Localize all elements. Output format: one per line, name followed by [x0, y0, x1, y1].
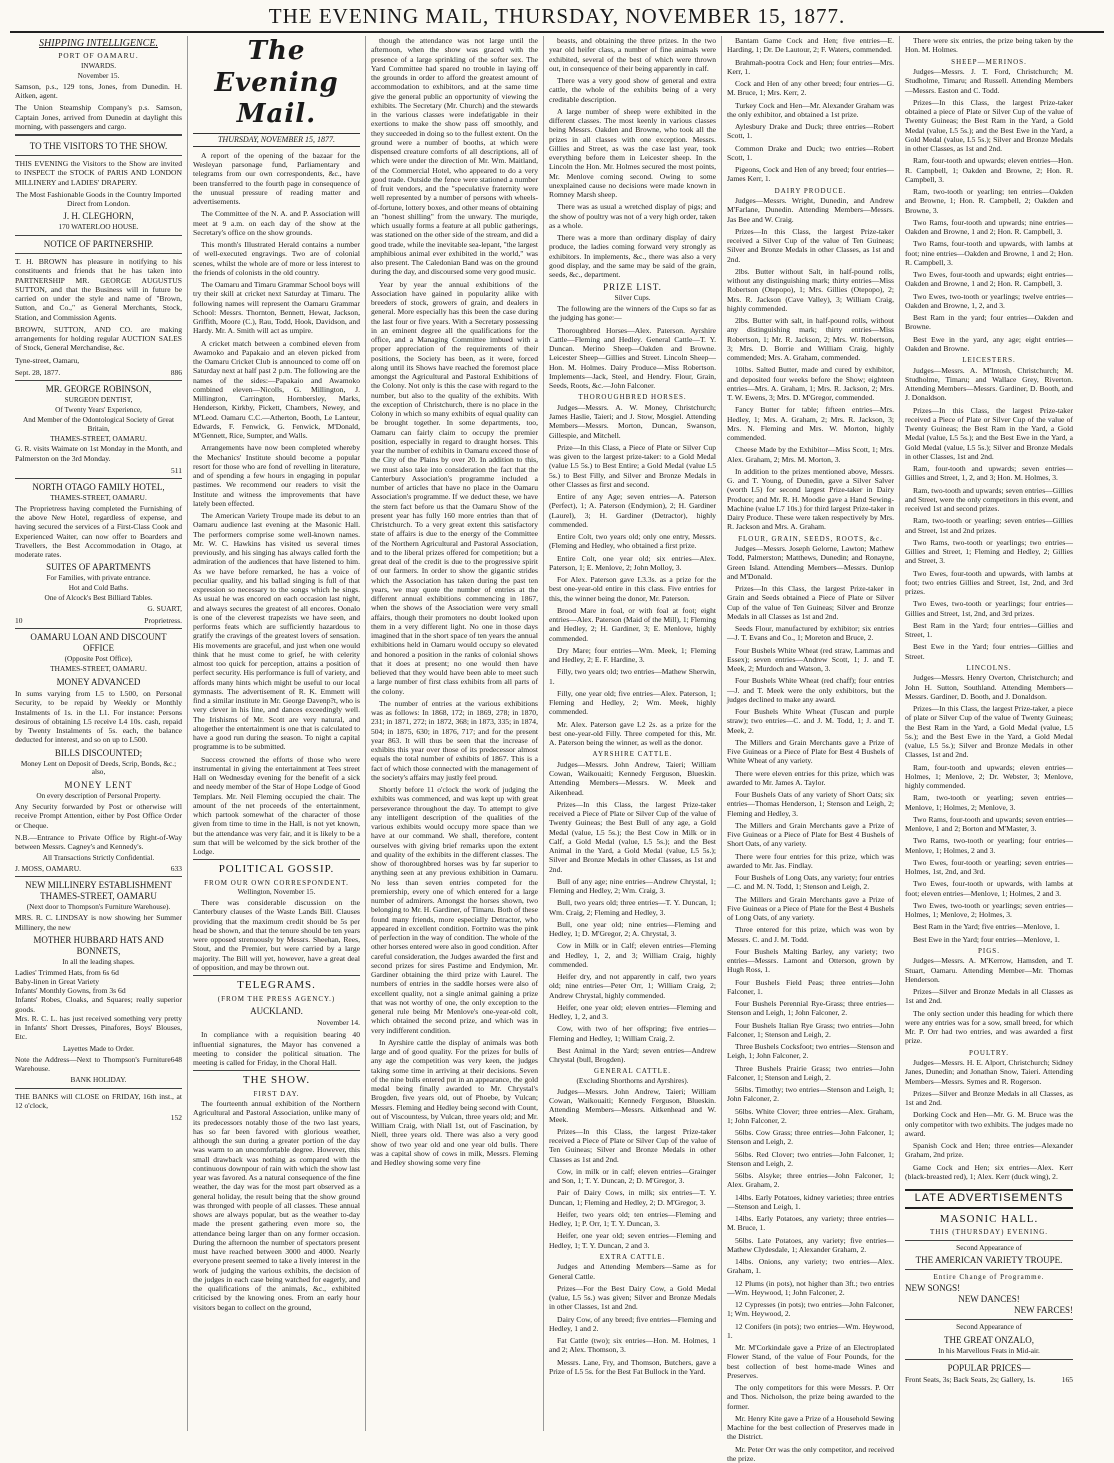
- barley: Four Bushels Malting Barley, any variety; two entries—Messrs. Lamont and Otterson, grown by Hugh Ross, 1.: [727, 946, 894, 975]
- white-clover: 56lbs. White Clover; three entries—Alex. Graham, 1; John Falconer, 2.: [727, 1106, 894, 1125]
- show-p7: beasts, and obtaining the three prizes. In the two year old heifer class, a number of fine animals were exhibited, several of the best of which were thrown out, in consequence of their being apparently in calf.: [549, 36, 716, 73]
- lincoln-judges: Judges—Messrs. Henry Overton, Christchurch; and John H. Sutton, Southland. Attending Members—Messrs. Gardiner, D. Booth, and J. Donaldson.: [905, 673, 1073, 701]
- lindsay-text: MRS. R. C. LINDSAY is now showing her Summer Millinery, the new: [15, 913, 182, 932]
- leicester-judges: Judges—Messrs. A. M'Intosh, Christchurch; M. Studholme, Timaru; and Wallace Grey, Riverton. Attending Members—Messrs. Gardiner, D. Booth, and J. Donaldson.: [905, 365, 1073, 403]
- inwards-date: November 15.: [77, 70, 120, 80]
- wheat-1: Four Bushels White Wheat (red straw, Lammas and Essex); seven entries—Andrew Scott, 1; J. and T. Meek, 2; Murdoch and Watson, 3.: [727, 645, 894, 674]
- money-lent: MONEY LENT: [64, 780, 133, 791]
- dairy-produce-title: DAIRY PRODUCE.: [774, 186, 847, 195]
- lincoln-prize: Prizes—In this Class, the largest Prize-taker, a piece of plate or Silver Cup of the value of Twenty Guineas; the Best Ram in the Yard, a Gold Medal (value, L5 5s.); and the Best Ewe in the Yard, a Gold Medal (value, L5 5s.); Silver and Bronze Medals in other Classes, 1st and 2nd.: [905, 704, 1073, 760]
- dairy-cow: Dairy Cow, of any breed; five entries—Fleming and Hedley, 1 and 2.: [549, 1314, 716, 1333]
- leic-two-ewes: Two Ewes, four-tooth and upwards, with lambs at foot; two entries Gillies and Street, 1st, 2nd, and 3rd prizes.: [905, 568, 1073, 597]
- nb-text: N.B.—Entrance to Private Office by Right-of-Way between Messrs. Cagney's and Kennedy's.: [15, 832, 182, 852]
- heifer-two: Heifer dry, and not apparently in calf, two years old; nine entries—Peter Orr, 1; William Craig, 2; Andrew Chrystal, highly commended.: [549, 972, 716, 1000]
- general-prize: Prizes—In this Class, the largest Prize-taker received a Piece of Plate or Silver Cup of the value of Ten Guineas; Silver and Bronze Medals in other Classes as 1st and 2nd.: [549, 1126, 716, 1164]
- hotel-address: THAMES-STREET, OAMARU.: [50, 493, 147, 503]
- money-lent-text: On every description of Personal Property.: [36, 791, 161, 801]
- show-p11: There was a more than ordinary display of dairy produce, the ladies coming forward very strongly as exhibitors. In implements, &c., there was also a very good display, and the same may be said of the grain, seeds, &c., department.: [549, 233, 716, 279]
- general-cattle-excl: (Excluding Shorthorns and Ayrshires).: [576, 1075, 689, 1085]
- lincoln-ewes-2: Two Ewes, four-tooth or upwards, with lambs at foot; eleven entries—Menlove, 1; Holmes, 2 and 3.: [905, 879, 1073, 898]
- layettes: Layettes Made to Order.: [63, 1043, 134, 1053]
- poultry-judges: Judges—Messrs. H. E. Alport, Christchurch; Sidney Janes, Dunedin; and Jonathan Snow, Taieri. Attending Members—Messrs. Symes and R. Rogerson.: [905, 1058, 1073, 1086]
- show-p5: Shortly before 11 o'clock the work of judging the exhibits was commenced, and was kept up with great perseverance throughout the day. To attempt to give any intelligent description of the qualities of the various exhibits would occupy more space than we have at our command. We shall, therefore, content ourselves with giving brief remarks upon the extent and quality of the exhibits in the different classes. The show of thoroughbred horses was by far superior to anything seen at any previous exhibition in Oamaru. No less than seven entries competed for the premiership, every one of which entered for a large number of admirers. Amongst the horses shown, two belonging to Mr. H. Gardiner, of Timaru. Both of these found many friends, more especially Detractor, who appeared in excellent condition. Fortnito was the pink of perfection in the way of condition. The whole of the other horses entered were also in good condition. After careful consideration, the Judges awarded the first and second prizes for sires Pastime and Endymion, Mr. Gardiner obtaining the third prize with Laurel. The numbers of entries in the saddle horses were also of excellent quality, not a single animal gaining a prize that was not worthy of one, the only exception to the general rule being Mr Menlove's one-year-old colt, which obtained the second prize, and which was in very indifferent condition.: [371, 785, 538, 1035]
- address-note: Note the Address—Next to Thompson's Furniture Warehouse.: [15, 1054, 171, 1073]
- divider: [15, 155, 182, 156]
- partnership-address: Tyne-street, Oamaru,: [15, 355, 80, 365]
- lincoln-best-ram: Best Ram in the Yard; five entries—Menlove, 1.: [913, 922, 1060, 932]
- gossip-dateline: Wellington, November 15.: [237, 887, 316, 897]
- dairy-cows: Pair of Dairy Cows, in milk; six entries—T. Y. Duncan, 1; Fleming and Hedley, 2; D. M'Gregor, 3.: [549, 1188, 716, 1207]
- moss-name: J. MOSS, OAMARU.: [15, 864, 82, 874]
- bull-any: Bull of any age; nine entries—Andrew Chrystal, 1; Fleming and Hedley, 2; Wm. Craig, 3.: [549, 876, 716, 896]
- ram-two: Ram, two-tooth or yearling; ten entries—Oakden and Browne, 1; Hon. R. Campbell, 2; Oakden and Browne, 3.: [905, 187, 1073, 215]
- new-songs: NEW SONGS!: [905, 1282, 961, 1293]
- general-judges: Judges—Messrs. John Andrew, Taieri; William Cowan, Waikouaiti; Kennedy Ferguson, Blueskin. Attending Members—Messrs. Aitkenhead and W. Meek.: [549, 1086, 716, 1124]
- show-p2: though the attendance was not large until the afternoon, when the show was graced with the presence of a large sprinkling of the softer sex. The Yard Committee had spared no trouble in laying off the grounds in order to afford the greatest amount of accommodation to exhibitors, and at the same time give the general public an opportunity of viewing the exhibits. The Secretary (Mr. Church) and the stewards in the various classes were indefatigable in their exertions to make the show pass off smoothly, and they succeeded in doing so to the fullest extent. On the ground were a number of booths, at which were dispensed creature comforts of all descriptions, all of which were under the direction of Mr. Wm. Maitland, of the Commercial Hotel, who appeared to do a very good trade. Outside the fence were stationed a number of fruit vendors, and the "speculative fraternity were well represented by a number of persons with wheels-of-fortune, lottery boxes, and other means of obtaining an "honest shilling" from the unwary. The muriqde, which usually forms a feature at all public gatherings, was stationed on the other side of the stream, and did a good trade, while the inevitable sea-lepant, "the largest amphibious animal ever exhibited in the world," was also present. The Caledonian Band was on the ground during the day, and discoursed some very good music.: [371, 36, 538, 277]
- billiard-text: One of Alcock's Best Billiard Tables.: [44, 593, 153, 603]
- poultry-prize: Prizes—Silver and Bronze Medals in all Classes, as 1st and 2nd.: [905, 1088, 1073, 1108]
- lincolns-title: LINCOLNS.: [966, 663, 1012, 672]
- onions: 14lbs. Onions, any variety; two entries—Alex. Graham, 1.: [727, 1257, 894, 1276]
- ram-four: Ram, four-tooth and upwards; eleven entries—Hon. R. Campbell, 1; Oakden and Browne, 2; Hon. R. Campbell, 3.: [905, 156, 1073, 184]
- cleghorn-address: 170 WATERLOO HOUSE.: [58, 222, 139, 232]
- millinery-next: (Next door to Thompson's Furniture Warehouse).: [26, 902, 171, 912]
- merino-title: SHEEP—MERINOS.: [951, 57, 1027, 66]
- bank-holiday: BANK HOLIDAY.: [70, 1074, 127, 1084]
- confidential-text: All Transactions Strictly Confidential.: [42, 853, 155, 863]
- paper-date: THURSDAY, NOVEMBER 15, 1877.: [193, 133, 360, 147]
- cow-milk: Cow in Milk or in Calf; eleven entries—Fleming and Hedley, 1, 2, and 3; William Craig, highly commended.: [549, 941, 716, 969]
- cleghorn-name: J. H. CLEGHORN,: [63, 211, 134, 222]
- paper-title: The Evening Mail.: [214, 36, 339, 130]
- lindsay-just: Mrs. R. C. L. has just received something very pretty in Infants' Short Dresses, Pinafores, Boys' Blouses, Etc.: [15, 1013, 182, 1042]
- cock-hen: Cock and Hen of any other breed; four entries—G. M. Bruce, 1; Mrs. Kerr, 2.: [727, 79, 894, 98]
- cow-grass: 56lbs. Cow Grass; three entries—John Falconer, 1; Stenson and Leigh, 2.: [727, 1128, 894, 1147]
- flour-prize: Prizes—In this Class, the largest Prize-taker in Grain and Seeds obtained a Piece of Plate or Silver Cup of the value of Ten Guineas; Silver and Bronze Medals in all Classes as 1st and 2nd.: [727, 584, 894, 621]
- prairie: Three Bushels Prairie Grass; two entries—John Falconer, 1; Stenson and Leigh, 2.: [727, 1063, 894, 1082]
- entire-colt: Entire Colt, two years old; only one entry, Messrs. (Fleming and Hedley, who obtained a first prize.: [549, 532, 716, 551]
- robinson-name: MR. GEORGE ROBINSON,: [45, 384, 152, 395]
- millers-4: There were four entries for this prize, which was awarded to Mr. Jas. Findlay.: [727, 851, 894, 870]
- salted-butter: 2lbs. Butter with salt, in half-pound rolls, without any distinguishing mark; thirty entries—Miss Robertson, 1; Mr. R. Jackson, 2; Mrs. W. Robertson, 3; Mrs. D. Borrie and William Craig, highly commended; Mrs. A. Graham, commended.: [727, 316, 894, 363]
- best-ewe: Best Ewe in the yard, any age; eight entries—Oakden and Browne.: [905, 334, 1073, 353]
- new-farces: NEW FARCES!: [1014, 1304, 1073, 1315]
- moss-number: 633: [170, 864, 182, 874]
- entire-change: Entire Change of Programme.: [933, 1273, 1045, 1282]
- editorial-p8: Success crowned the efforts of those who were instrumental in giving the entertainment at Tees street Hall on Wednesday evening for the benefit of a sick and needy member of the Star of Hope Lodge of Good Templars. Mr. Neil Fleming occupied the chair. The amount of the net proceeds of the entertainment, which partook somewhat of the character of those given from time to time in the Hall, is not yet known, but the attendance was very fair, and it is likely to be a sum that will be welcomed by the sick brother of the Lodge.: [193, 754, 360, 857]
- editorial-p7: The American Variety Troupe made its debut to an Oamaru audience last evening at the Masonic Hall. The performers comprise some well-known names. Mr. W. C. Hawkins has visited us several times previously, and his singing has always called forth the admiration of the audiences that have listened to him. As we have before remarked, he has a voice of peculiar quality, and his ballad singing is full of that expression so necessary to the songs which he sings. As usual he was encored on each occasion last night, and always secures the greatest of all encores. Oonalo is one of the cleverest trapezists we have seen, and performs feats which are sufficiently hazardous to gratify the cravings of the greatest lovers of sensation. His movements are graceful, and just when one would think that he must come to grief, he with celerity almost too quick for perception, attains a position of perfect security. His performance is full of variety, and affords many hints which might be useful to our local gymnasts. The advertisement of R. K. Emmett will find a similar institute in Mr. George Davenp?t, who is very clever in his line, and dances exceedingly well. The Irishisms of Mr. Scott are very natural, and altogether the entertainment is one that is calculated to have a good run during the season. To night a capital programme is to be submitted.: [193, 511, 360, 752]
- wheat-3: Four Bushels White Wheat (Tuscan and purple straw); two entries—C. and J. M. Todd, 1; J. and T. Meek, 2.: [727, 707, 894, 735]
- editorial-p5: A cricket match between a combined eleven from Awamoko and Papakaio and an eleven picked from the Oamaru Cricket Club is announced to come off on Saturday next at half past 2 p.m. The following are the names of the sides:—Papakaio and Awamoko combined eleven—Nicolls, G. Millington, J. Millington, Carrington, Hornbersley, Marks, Henderson, Kirkby, Pickett, Chambers, Newey, and M'Leod. Oamaru C.C.—Atherton, Booth, Le Lanteur, Edwards, F. Fenwick, G. Fenwick, M'Donald, M'Gennett, Rice, Sumpter, and Walls.: [193, 338, 360, 441]
- heifer-two-2: Heifer, two years old; ten entries—Fleming and Hedley, 1; P. Orr, 1; T. Y. Duncan, 3.: [549, 1209, 716, 1229]
- hubbard-text: In all the leading shapes.: [62, 956, 135, 966]
- best-yard: Best Animal in the Yard; seven entries—Andrew Chrystal (bull, Brogden).: [549, 1045, 716, 1065]
- dairy-addition: In addition to the prizes mentioned above, Messrs. G. and T. Young, of Dunedin, gave a Silver Salver (worth L5) for second largest Prize-taker in Dairy Produce; and Mr. R. H. Moodie gave a Hand Sewing-Machine (value L7 10s.) for third largest Prize-taker in Dairy Produce. These were taken respectively by Mrs. R. Jackson and Mrs. A. Graham.: [727, 466, 894, 532]
- prices-text: Front Seats, 3s; Back Seats, 2s; Gallery, 1s.: [905, 1374, 1036, 1384]
- inwards-heading: INWARDS.: [80, 61, 117, 71]
- auckland-date: November 14.: [317, 1018, 360, 1028]
- potatoes-3: 56lbs. Late Potatoes, any variety; five entries—Mathew Clydesdale, 1; Alexander Graham, 2.: [727, 1235, 894, 1254]
- long-oats: Four Bushels of Long Oats, any variety; four entries—C. and M. N. Todd, 1; Stenson and Leigh, 2.: [727, 873, 894, 892]
- trimmed-hats: Ladies' Trimmed Hats, from 6s 6d: [15, 967, 119, 977]
- extra-cattle-title: EXTRA CATTLE.: [599, 1252, 666, 1261]
- column-1: [10, 36, 188, 1431]
- robinson-number: 511: [171, 465, 182, 475]
- short-oats: Four Bushels Oats of any variety of Short Oats; six entries—Thomas Henderson, 1; Stenson and Leigh, 2; Fleming and Hedley, 3.: [727, 790, 894, 818]
- potatoes: 14lbs. Early Potatoes, kidney varieties; three entries—Stenson and Leigh, 1.: [727, 1192, 894, 1211]
- thoroughbred-title: THOROUGHBRED HORSES.: [578, 393, 687, 402]
- gossip-text: There was considerable discussion on the Canterbury clauses of the Waste Lands Bill. Clauses providing that the maximum credit should be 5s per head be shown, and that the tenure should be ten years were opposed strenuously by Messrs. Sheehan, Rees, Stout, and the Premier, but were carried by a large majority. The Bill will yet, however, have a great deal of opposition, and may be thrown out.: [193, 898, 360, 972]
- merino-judges: Judges—Messrs. J. T. Ford, Christchurch; M. Studholme, Timaru; and Russell. Attending Members—Messrs. Easton and C. Todd.: [905, 67, 1073, 95]
- partnership-text-2: BROWN, SUTTON, AND CO. are making arrangements for holding regular AUCTION SALES of Stock, General Merchandise, &c.: [15, 324, 182, 353]
- troupe-name: THE AMERICAN VARIETY TROUPE.: [915, 1255, 1063, 1266]
- divider: [15, 134, 182, 138]
- corkindale: Mr. M'Corkindale gave a Prize of an Electroplated Flower Stand, of the value of Four Pounds, for the best collection of best home-made Wines and Preserves.: [727, 1343, 894, 1380]
- column-6: [900, 36, 1078, 1431]
- alsyke: 56lbs. Alsyke; three entries—John Falconer, 1; Alex. Graham, 2.: [727, 1171, 894, 1190]
- millers-2: There were eleven entries for this prize, which was awarded to Mr. James A. Taylor.: [727, 768, 894, 787]
- divider: [15, 876, 182, 877]
- aylesbury: Aylesbury Drake and Duck; three entries—Robert Scott, 1.: [727, 122, 894, 141]
- leic-best-ram: Best Ram in the Yard; four entries—Gillies and Street, 1.: [905, 620, 1073, 640]
- robinson-footer: [15, 466, 182, 475]
- leicester-prize: Prizes—In this Class, the largest Prize-taker received a Piece of Plate or Silver Cup of the value of Twenty Guineas; the Best Ram in the Yard, a Gold Medal (value, L5 5s.); and the Best Ewe in the Yard, a Gold Medal (value, L5 5s.); Silver and Bronze Medals in other Classes, 1st and 2nd.: [905, 405, 1073, 461]
- visitors-text-2: The Most Fashionable Goods in the Country Imported Direct from London.: [15, 189, 182, 209]
- filly-note: Mr. Alex. Paterson gave L2 2s. as a prize for the best one-year-old Filly. Three competed for this, Mr. A. Paterson being the winner, as well as the donor.: [549, 719, 716, 748]
- two-rams: Two Rams, four-tooth and upwards; nine entries—Oakden and Browne, 1 and 2; Hon. R. Campbell, 3.: [905, 217, 1073, 237]
- column-4: [544, 36, 722, 1431]
- partnership-title: NOTICE OF PARTNERSHIP.: [43, 239, 154, 250]
- ayrshire-prize: Prizes—In this Class, the largest Prize-taker received a Piece of Plate or Silver Cup of the value of Twenty Guineas; the Best Bull of any age, a Gold Medal (value, L5 5s.); the Best Cow in Milk or in Calf, a Gold Medal (value, L5 5s.); and the Best Animal in the Yard, a Gold Medal (value, L5 5s.); Silver and Bronze Medals in other Classes, as 1st and 2nd.: [549, 799, 716, 874]
- divider: [193, 859, 360, 860]
- pigs-title: PIGS.: [978, 946, 1000, 955]
- cups-text: The following are the winners of the Cups so far as the judging has gone:—: [549, 304, 716, 323]
- infants-robes: Infants' Robes, Cloaks, and Squares; really superior goods.: [15, 995, 182, 1014]
- prices-number: 165: [1061, 1374, 1073, 1384]
- pigs-judges: Judges—Messrs. A. M'Kerrow, Hamsden, and T. Stuart, Oamaru. Attending Member—Mr. Thomas Henderson.: [905, 956, 1073, 984]
- address-number: 648: [170, 1054, 182, 1064]
- divider: [905, 1319, 1073, 1320]
- conifers: 12 Conifers (in pots); two entries—Wm. Heywood, 1.: [727, 1321, 894, 1340]
- hotel-text: The Proprietress having completed the Furnishing of the above New Hotel, regardless of expense, and having secured the services of a First-Class Cook and Experienced Waiter, can now offer to Boarders and Travellers, the Best Accommodation in Otago, at moderate rates.: [15, 503, 182, 560]
- suart-line: [15, 604, 182, 613]
- brood-mare: Brood Mare in foal, or with foal at foot; eight entries—Alex. Paterson (Maid of the Mill), 1; Fleming and Hedley, 2; H. Gardiner, 3; E. Menlove, highly commended.: [549, 605, 716, 643]
- millers-3: The Millers and Grain Merchants gave a Prize of Five Guineas or a Piece of Plate for Best 4 Bushels of Short Oats, of any variety.: [727, 820, 894, 849]
- silver-cups-title: Silver Cups.: [614, 293, 651, 303]
- prize-list-title: PRIZE LIST.: [603, 282, 662, 293]
- suites-text: For Families, with private entrance.: [46, 573, 151, 583]
- shipping-title: SHIPPING INTELLIGENCE.: [39, 38, 158, 49]
- this-evening: THIS (THURSDAY) EVENING.: [929, 1227, 1049, 1236]
- game: Game Cock and Hen; six entries—Alex. Kerr (black-breasted red), 1; Alex. Kerr (duck wing), 2.: [905, 1162, 1073, 1181]
- cow-two: Cow, with two of her offspring; five entries—Fleming and Hedley, 1; William Craig, 2.: [549, 1024, 716, 1043]
- divider: [15, 1088, 182, 1089]
- fancy-butter: Fancy Butter for table; fifteen entries—Mrs. Hedley, 1; Mrs. A. Graham, 2; Mrs. R. Jackson, 3; Mrs. N. Fleming and Mrs. W. Morton, highly commended.: [727, 405, 894, 443]
- masthead: THE EVENING MAIL, THURSDAY, NOVEMBER 15, 1877.: [268, 4, 846, 28]
- new-dances: NEW DANCES!: [958, 1293, 1020, 1304]
- auckland-heading: AUCKLAND.: [250, 1006, 303, 1017]
- proprietress-label: Proprietress.: [144, 616, 182, 626]
- rye: Four Bushels Perennial Rye-Grass; three entries—Stenson and Leigh, 1; John Falconer, 2.: [727, 999, 894, 1018]
- port-heading: PORT OF OAMARU.: [58, 51, 139, 61]
- partnership-date: Sept. 28, 1877.: [15, 367, 61, 377]
- suart-name: G. SUART,: [147, 604, 182, 614]
- divider: [15, 253, 182, 254]
- samson-entry: Samson, p.s., 129 tons, Jones, from Dunedin. H. Aitken, agent.: [15, 81, 182, 101]
- column-5: [722, 36, 900, 1463]
- leic-best-ewe: Best Ewe in the Yard; four entries—Gillies and Street.: [905, 642, 1073, 661]
- divider: [15, 628, 182, 629]
- proprietress-line: [15, 616, 182, 625]
- millers: The Millers and Grain Merchants gave a Prize of Five Guineas or a Piece of Plate for Best 4 Bushels of White Wheat of any variety.: [727, 737, 894, 766]
- money-advanced: MONEY ADVANCED: [56, 677, 141, 688]
- millers-5: The Millers and Grain Merchants gave a Prize of Five Guineas or a Piece of Plate for the Best 4 Bushels of Long Oats, of any variety.: [727, 894, 894, 923]
- robinson-title: SURGEON DENTIST,: [64, 395, 133, 405]
- show-p6: In Ayrshire cattle the display of animals was both large and of good quality. For the prizes for bulls of any age the competition was very keen, the judges taking some time in arriving at their decisions. Seven of the nine bulls entered put in an appearance, the gold medal being finally awarded to Mr. Chrystal's Brogden, five years old, out of Phoebe, by Vulcan; Messrs. Fleming and Hedley being second with Count, out of Viscountess, by Vulcan, three years old; and Mr. William Craig, with Niall 1st, out of Fascination, by Niell, three years old. There was also a very good show of two year old and one year old bulls. There was a capital show of cows in milk, Messrs. Fleming and Hedley showing some very fine: [371, 1037, 538, 1167]
- robinson-member: And Member of the Odontological Society of Great Britain,: [23, 414, 174, 433]
- first-day: FIRST DAY.: [253, 1089, 300, 1098]
- banks-close: THE BANKS will CLOSE on FRIDAY, 16th inst., at 12 o'clock,: [15, 1091, 182, 1110]
- lane-prize: Messrs. Lane, Fry, and Thomson, Butchers, gave a Prize of L5 5s. for the Best Fat Bullock in the Yard.: [549, 1357, 716, 1376]
- entire-colt-2: Entire Colt, one year old; six entries—Alex. Paterson, 1; E. Menlove, 2; John Molloy, 3.: [549, 553, 716, 572]
- entire-entry: Entire of any Age; seven entries—A. Paterson (Perfect), 1; A. Paterson (Endymion), 2; H. Gardiner (Laurel), 3; H. Gardiner (Detractor), highly commended.: [549, 492, 716, 529]
- second-appearance: Second Appearance of: [956, 1242, 1022, 1252]
- baths-text: Hot and Cold Baths.: [68, 583, 129, 593]
- timothy: 56lbs. Timothy; two entries—Stenson and Leigh, 1; John Falconer, 2.: [727, 1085, 894, 1104]
- cow-milk-2: Cow, in milk or in calf; eleven entries—Grainger and Son, 1; T. Y. Duncan, 2; D. M'Gregor, 3.: [549, 1166, 716, 1186]
- ayrshire-title: AYRSHIRE CATTLE.: [592, 750, 673, 759]
- editorial-p3: This month's Illustrated Herald contains a number of well-executed engravings. Two are of colonial scenes, whilst the whole are of more or less interest to the friends of colonists in the old country.: [193, 240, 360, 277]
- divider: [905, 1240, 1073, 1241]
- masonic-hall: MASONIC HALL.: [939, 1212, 1039, 1225]
- telegrams-from: (FROM THE PRESS AGENCY.): [217, 994, 336, 1003]
- robinson-address: THAMES-STREET, OAMARU.: [50, 433, 147, 443]
- bull-two: Bull, two years old; three entries—T. Y. Duncan, 1; Wm. Craig, 2; Fleming and Hedley, 3.: [549, 898, 716, 917]
- spanish: Spanish Cock and Hen; three entries—Alexander Graham, 2nd prize.: [905, 1141, 1073, 1160]
- leic-two-rams: Two Rams, two-tooth or yearlings; two entries—Gillies and Street, 1; Fleming and Hedley, 2; Gillies and Street, 3.: [905, 537, 1073, 566]
- lincoln-ram-2: Ram, two-tooth or yearling; seven entries—Menlove, 1; Holmes, 2; Menlove, 3.: [905, 793, 1073, 812]
- visitors-text: THIS EVENING the Visitors to the Show are invited to INSPECT the STOCK of PARIS AND LONDON MILLINERY and LADIES' DRAPERY.: [15, 159, 182, 187]
- merino-prize: Prizes—In this Class, the largest Prize-taker obtained a piece of Plate or Silver Cup of the value of Twenty Guineas; the Best Ram in the Yard, a Gold Medal (value, L5 5s.); and the Best Ewe in the Yard, a Gold Medal (value, L5 5s.); Silver and Bronze Medals in other Classes, as 1st and 2nd.: [905, 97, 1073, 154]
- ayrshire-judges: Judges—Messrs. John Andrew, Taieri; William Cowan, Waikouaiti; Kennedy Ferguson, Blueskin. Attending Members—Messrs. W. Meek and Aikenhead.: [549, 759, 716, 797]
- popular-prices: POPULAR PRICES—: [947, 1362, 1031, 1373]
- any-age: For Alex. Paterson gave L3.3s. as a prize for the best one-year-old entire in this class. Five entries for this, the winner being the donor, Mr. Paterson.: [549, 575, 716, 603]
- show-p8: There was a very good show of general and extra cattle, the whole of the exhibits being of a very creditable description.: [549, 76, 716, 104]
- fat-cattle: Fat Cattle (two); six entries—Hon. M. Holmes, 1 and 2; Alex. Thomson, 3.: [549, 1336, 716, 1355]
- pigs-prize: Prizes—Silver and Bronze Medals in all Classes as 1st and 2nd.: [905, 987, 1073, 1006]
- brahma: Brahmah-pootra Cock and Hen; four entries—Mrs. Kerr, 1.: [727, 57, 894, 76]
- divider: [15, 380, 182, 381]
- show-p9: A large number of sheep were exhibited in the different classes. The most keenly in various classes being Messrs. Oakden and Browne, who took all the prizes in all classes with one exception. Messrs. Gillies and Street, as was the case last year, took everything before them in Leicester sheep. In the Lincoln the Hon. Mr. Holmes secured the most points, Mr. Menlove coming second. Owing to some unexplained cause no decisions were made known in Romney Marsh sheep.: [549, 106, 716, 199]
- millers-6: Three entered for this prize, which was won by Messrs. C. and J. M. Todd.: [727, 925, 894, 944]
- bantam: Bantam Game Cock and Hen; five entries—E. Harding, 1; Dr. De Lautour, 2; F. Waters, commended.: [727, 36, 894, 55]
- heifer-one-2: Heifer, one year old; seven entries—Fleming and Hedley, 1; T. Y. Duncan, 2 and 3.: [549, 1231, 716, 1250]
- dorking: Dorking Cock and Hen—Mr. G. M. Bruce was the only competitor with two exhibits. The judges made no award.: [905, 1110, 1073, 1138]
- proprietress-number: 10: [15, 616, 23, 626]
- bull-one: Bull, one year old; nine entries—Fleming and Hedley, 1; D. M'Gregor, 2; A. Chrystal, 3.: [549, 919, 716, 939]
- lincoln-ram: Ram, four-tooth and upwards; eleven entries—Holmes, 1; Menlove, 2; Dr. Webster, 3; Menlove, highly commended.: [905, 762, 1073, 791]
- onzalo-text: In his Marvellous Feats in Mid-air.: [938, 1345, 1040, 1355]
- editorial-p2: The Committee of the N. A. and P. Association will meet at 9 a.m. on each day of the show at the Secretary's office on the show grounds.: [193, 209, 360, 237]
- filly-one: Filly, one year old; five entries—Alex. Paterson, 1; Fleming and Hedley, 2; Wm. Meek, highly commended.: [549, 688, 716, 717]
- salted-butter-2: 10lbs. Salted Butter, made and cured by exhibitor, and deposited four weeks before the Show; eighteen entries—Mrs. A. Graham, 1; Mrs. R. Jackson, 2; Mrs. T. W. Ewens, 3; Mrs. D. M'Gregor, commended.: [727, 365, 894, 403]
- auckland-date-line: [193, 1018, 360, 1027]
- cheese: Cheese Made by the Exhibitor—Miss Scott, 1; Mrs. Alex. Graham, 2; Mrs. M. Morton, 3.: [727, 445, 894, 464]
- suites-title: SUITES OF APARTMENTS: [46, 562, 151, 573]
- cups-list: Thoroughbred Horses—Alex. Paterson. Ayrshire Cattle—Fleming and Hedley. General Cattle—T. Y. Duncan. Merino Sheep—Oakden and Browne. Leicester Sheep—Gillies and Street. Lincoln Sheep—Hon. M. Holmes. Dairy Produce—Miss Robertson. Implements—Jack, Steel, and Hendry. Flour, Grain, Seeds, Roots, &c.—John Falconer.: [549, 325, 716, 391]
- show-p3: Year by year the annual exhibitions of the Association have gained in popularity alike with breeders of stock, growers of grain, and dealers in general. More especially has this been the case during the last four or five years. With a Secretary possessing in an eminent degree all the qualifications for the office, and a Managing Committee imbued with a proper appreciation of the requirements of their positions, the Society has been, as it were, forced along until its Shows have reached the foremost place amongst the Agricultural and Pastoral Exhibitions of the Colony. Not only is this the case with regard to the number, but also to the quality of the exhibits. With the exception of Christchurch, there is no place in the Colony in which so many exhibits of equal quality can be brought together. In some departments, too, Oamaru can fairly claim to occupy the premier position, especially in regard to draught horses. This year the number of exhibits in Oamaru exceed those of the City of the Plains by over 20. In addition to this, we must also take into consideration the fact that the Canterbury Association's programme included a number of articles that have no place in the Oamaru Association's programme. If we deduct these, we have the stern fact before us that the Oamaru Show of the present year has fully 160 more entries than that of Christchurch. To a very great extent this satisfactory state of affairs is due to the energy of the Committee of the Northern Agricultural and Pastoral Association, and to the liberal prizes offered for competition; but a great deal of the credit is due to the progressive spirit of our farmers. In order to show the gigantic strides which the Association has taken during the past ten years, we may quote the number of entries at the different annual exhibitions commencing in 1867, when the shows of the Association were very small affairs, though their promoters no doubt looked upon them in a very different light. No one in those days imagined that in the short space of ten years the annual exhibitions held in Oamaru would occupy so elevated and honored a position in the ranks of colonial shows that it does at present; no one would then have believed that they would have been able to meet such a large number of first class exhibits from all parts of the colony.: [371, 279, 539, 696]
- millinery-title: NEW MILLINERY ESTABLISHMENT THAMES-STREET, OAMARU: [25, 880, 172, 902]
- editorial-p1: A report of the opening of the bazaar for the Wesleyan parsonage fund, Parliamentary and telegrams from our own correspondents, &c., have been transferred to the fourth page in consequence of the unusual pressure of reading matter and advertisements.: [193, 150, 360, 207]
- column-2: [188, 36, 366, 1431]
- loan-opposite: (Opposite Post Office),: [64, 654, 133, 664]
- leic-two-ewes-2: Two Ewes, two-tooth or yearlings; four entries—Gillies and Street, 1st, 2nd, and 3rd prizes.: [905, 599, 1073, 618]
- leicesters-title: LEICESTERS.: [962, 356, 1016, 365]
- hubbard-title: MOTHER HUBBARD HATS AND BONNETS,: [33, 934, 164, 956]
- field-peas: Four Bushels Field Peas; three entries—John Falconer, 1.: [727, 977, 894, 996]
- lincoln-ewes-3: Two Ewes, two-tooth or yearlings; seven entries—Holmes, 1; Menlove, 2; Holmes, 3.: [905, 900, 1073, 920]
- red-clover: 56lbs. Red Clover; two entries—John Falconer, 1; Stenson and Leigh, 2.: [727, 1149, 894, 1168]
- show-p10: There was as usual a wretched display of pigs; and the show of poultry was not of a very high order, taken as a whole.: [549, 202, 716, 230]
- divider: [193, 1070, 360, 1071]
- kite-2: Mr. Peter Orr was the only competitor, and received the prize.: [727, 1444, 894, 1463]
- lincoln-rams: Two Rams, four-tooth and upwards; seven entries—Menlove, 1 and 2; Borton and M'Master, 3.: [905, 814, 1073, 834]
- bills-text: Money Lent on Deposit of Deeds, Scrip, Bonds, &c.; also,: [20, 758, 177, 777]
- turkey: Turkey Cock and Hen—Mr. Alexander Graham was the only exhibitor, and obtained a 1st prize.: [727, 100, 894, 119]
- cocksfoot: Three Bushels Cocksfoot; two entries—Stenson and Leigh, 1; John Falconer, 2.: [727, 1042, 894, 1061]
- heifer-one: Heifer, one year old; eleven entries—Fleming and Hedley, 1, 2, and 3.: [549, 1002, 716, 1022]
- divider: [193, 975, 360, 976]
- cypresses: 12 Cypresses (in pots); two entries—John Falconer, 1; Wm. Heywood, 2.: [727, 1300, 894, 1319]
- editorial-p6: Arrangements have now been completed whereby the Mechanics' Institute should become a popular resort for those who are fond of revelling in literature, and of spending a few hours in engaging in popular pastimes. We recommend our readers to visit the Institute and witness the improvements that have lately been effected.: [193, 443, 360, 508]
- thoroughbred-judges: Judges—Messrs. A. W. Money, Christchurch; James Haslie, Taieri; and J. Stow, Mosgiel. Attending Members—Messrs. Morton, Duncan, Swanson, Gillespie, and Mitchell.: [549, 402, 716, 440]
- baby-linen: Baby-linen in Great Variety: [15, 976, 99, 986]
- auckland-text: In compliance with a requisition bearing 40 influential signatures, the Mayor has convened a meeting to consider the political situation. The meeting is called for Friday, in the Choral Hall.: [193, 1030, 360, 1068]
- fresh-butter: 2lbs. Butter without Salt, in half-pound rolls, without any distinguishing mark; thirty entries—Miss Robertson (Otepopo), 1; Mrs. Gillies (Otepopo), 2; Mrs. R. Jackson (Cave Valley), 3; William Craig, highly commended.: [727, 266, 894, 313]
- common-drake: Common Drake and Duck; two entries—Robert Scott, 1.: [727, 143, 894, 162]
- potatoes-2: 14lbs. Early Potatoes, any variety; three entries—M. Bruce, 1.: [727, 1214, 894, 1233]
- columns: [10, 36, 1104, 1463]
- telegrams-title: TELEGRAMS.: [237, 979, 316, 992]
- loan-address: THAMES-STREET, OAMARU.: [50, 664, 147, 674]
- filly-two: Filly, two years old; two entries—Mathew Sherwin, 1.: [549, 667, 716, 686]
- poultry-title: POULTRY.: [968, 1048, 1010, 1057]
- plums: 12 Plums (in pots), not higher than 3ft.; two entries—Wm. Heywood, 1; John Falconer, 2.: [727, 1278, 894, 1297]
- leic-ram-2: Ram, two-tooth and upwards; seven entries—Gillies and Street, were the only competitors in this event, and received 1st and second prizes.: [905, 485, 1073, 514]
- divider: [905, 1269, 1073, 1270]
- money-text: In sums varying from L5 to L500, on Personal Security, to be repaid by Weekly or Monthly Instalments of 1s. in the L1. For instance: Persons desirous of obtaining L5 receive L4 10s. cash, repaid by Twenty Instalments of 5s. each, the balance deducted for interest, and so on up to L500.: [15, 689, 182, 745]
- robinson-visits: G. R. visits Waimate on 1st Monday in the Month, and Palmerston on the 3rd Monday.: [15, 444, 182, 463]
- flour-title: FLOUR, GRAIN, SEEDS, ROOTS, &c.: [738, 534, 883, 543]
- extra-prize: Prizes—For the Best Dairy Cow, a Gold Medal (value, L5 5s.) was given; Silver and Bronze Medals in other Classes, 1st and 2nd.: [549, 1283, 716, 1312]
- gossip-from: FROM OUR OWN CORRESPONDENT.: [204, 878, 349, 887]
- dairy-judges: Judges—Messrs. Wright, Dunedin, and Andrew M'Farlane, Dunedin. Attending Members—Messrs. Jas Bee and W. Craig.: [727, 196, 894, 224]
- general-cattle-title: GENERAL CATTLE.: [594, 1067, 671, 1076]
- lincoln-best-ewe: Best Ewe in the Yard; four entries—Menlove, 1.: [913, 934, 1060, 944]
- gossip-title: POLITICAL GOSSIP.: [218, 863, 335, 876]
- second-appearance-2: Second Appearance of: [956, 1321, 1022, 1331]
- thoroughbred-prize: Prize—In this Class, a Piece of Plate or Silver Cup was given to the largest prize-taker: to a Gold Medal (value L5 5s.) to Best Entire; a Gold Medal (value L5 5s.) to Best Filly, and Silver and Bronze Medals in other Classes as first and second.: [549, 442, 716, 489]
- pigs-text: The only section under this heading for which there were any entries was for a sow, small breed, for which Mr. P. Orr had two entries, and was awarded a first prize.: [905, 1008, 1073, 1046]
- two-ewes: Two Ewes, four-tooth and upwards; eight entries—Oakden and Browne, 1 and 2; Hon. R. Campbell, 3.: [905, 270, 1073, 289]
- c6-p1: There were six entries, the prize being taken by the Hon. M. Holmes.: [905, 36, 1073, 55]
- address-note-line: [15, 1055, 182, 1073]
- banks-number: 152: [170, 1113, 182, 1123]
- lincoln-ewes: Two Ewes, four-tooth or yearling; seven entries—Holmes, 1st, 2nd, and 3rd.: [905, 857, 1073, 877]
- best-ram: Best Ram in the yard; four entries—Oakden and Browne.: [905, 313, 1073, 332]
- late-ads-title: LATE ADVERTISEMENTS: [905, 1189, 1073, 1208]
- moss-line: [15, 864, 182, 873]
- partnership-number: 886: [170, 367, 182, 377]
- wheat-2: Four Bushels White Wheat (red chaff); four entries—J. and T. Meek were the only exhibitors, but the judges declined to make any award.: [727, 676, 894, 704]
- infants-gowns: Infants' Monthly Gowns, from 3s 6d: [15, 986, 126, 996]
- column-3: [366, 36, 544, 1431]
- partnership-footer: [15, 368, 182, 377]
- divider: [905, 1359, 1073, 1360]
- visitors-title: TO THE VISITORS TO THE SHOW.: [29, 141, 168, 152]
- leic-ram: Ram, four-tooth and upwards; seven entries—Gillies and Street, 1, 2, and 3; Hon. M. Holmes, 3.: [905, 464, 1073, 483]
- loan-title: OAMARU LOAN AND DISCOUNT OFFICE: [30, 632, 167, 654]
- two-ewes-2: Two Ewes, two-tooth or yearlings; twelve entries—Oakden and Browne, 1, 2, and 3.: [905, 291, 1073, 310]
- divider: [15, 478, 182, 479]
- bills-discounted: BILLS DISCOUNTED;: [54, 747, 143, 758]
- pigeons: Pigeons, Cock and Hen of any breed; four entries—James Kerr, 1.: [727, 165, 894, 184]
- banks-footer: [15, 1113, 182, 1122]
- security-text: Any Security forwarded by Post or otherwise will receive Prompt Attention, either by Post Office Order or Cheque.: [15, 802, 182, 830]
- corkindale-2: The only competitors for this were Messrs. P. Orr and Thos. Nicholson, the prize being awarded to the former.: [727, 1383, 894, 1411]
- editorial-p4: The Oamaru and Timaru Grammar School boys will try their skill at cricket next Saturday at Timaru. The following names will represent the Oamaru Grammar School: Messrs. Thornton, Bennett, Hewat, Jackson, Griffith, Moore (C.), Rau, Todd, Hook, Davidson, and Hardy. Mr. A. Smith will act as umpire.: [193, 280, 360, 336]
- divider: [15, 235, 182, 236]
- hotel-title: NORTH OTAGO FAMILY HOTEL,: [32, 482, 165, 493]
- kite: Mr. Henry Kite gave a Prize of a Household Sewing Machine for the best collection of Preserves made in the District.: [727, 1413, 894, 1442]
- extra-judges: Judges and Attending Members—Same as for General Cattle.: [549, 1262, 716, 1281]
- flour-judges: Judges—Messrs. Joseph Gelorne, Lawton; Mathew Todd, Palmerston; Matthews, Dunedin; and Ronayne, Green Island. Attending Members—Messrs. Dunlop and M'Donald.: [727, 544, 894, 581]
- union-entry: The Union Steamship Company's p.s. Samson, Captain Jones, arrived from Dunedin at daylight this morning, with passengers and cargo.: [15, 103, 182, 131]
- partnership-text: T. H. BROWN has pleasure in notifying to his constituents and friends that he has taken into PARTNERSHIP MR. GEORGE AUGUSTUS SUTTON, and that the Business will in future be carried on under the style and name of "Brown, Sutton, and Co.," as General Merchants, Stock, Station, and Commission Agents.: [15, 257, 182, 322]
- italian-rye: Four Bushels Italian Rye Grass; two entries—John Falconer, 1; Stenson and Leigh, 2.: [727, 1020, 894, 1039]
- show-title: THE SHOW.: [242, 1074, 311, 1087]
- lincoln-rams-2: Two Rams, two-tooth or yearling; four entries—Menlove, 1; Holmes, 2 and 3.: [905, 836, 1073, 855]
- seeds: Seeds Flour, manufactured by exhibitor; six entries—J. T. Evans and Co., 1; Moreton and Bruce, 2.: [727, 624, 894, 643]
- dry-mare: Dry Mare; four entries—Wm. Meek, 1; Fleming and Hedley, 2; E. F. Hardine, 3.: [549, 645, 716, 665]
- masthead-rule: [10, 31, 1104, 33]
- leic-ram-3: Ram, two-tooth or yearling; seven entries—Gillies and Street, 1st and 2nd prizes.: [905, 516, 1073, 535]
- dairy-prize: Prizes—In this Class, the largest Prize-taker received a Silver Cup of the value of Ten Guineas; Silver and Bronze Medals in other Classes, as 1st and 2nd.: [727, 226, 894, 264]
- show-p1: The fourteenth annual exhibition of the Northern Agricultural and Pastoral Association, unlike many of its predecessors notably those of the two last years, has so far been favored with glorious weather, although the sun during a greater portion of the day was warm to an uncomfortable degree. However, this small drawback was nothing as compared with the continuous downpour of rain with which the show last year was favored. As a natural consequence of the fine weather, the day was for the most part observed as a general holiday, the result being that the show ground was thronged with people of all classes. These annual shows are always popular, but as the weather to-day made the present gathering even more so, the attendance being larger than on any former occasion. During the afternoon the number of spectators present must have reached between 3000 and 4000. Nearly everyone present seemed to take a lively interest in the work of judging the various exhibits, the decision of the judges in each case being watched for eagerly, and the qualifications of the animals, &c., exhibited criticised by the knowing ones. From an early hour visitors began to collect on the ground,: [193, 1099, 360, 1312]
- two-rams-2: Two Rams, four-tooth and upwards, with lambs at foot; nine entries—Oakden and Browne, 1 and 2; Hon. R. Campbell, 3.: [905, 239, 1073, 267]
- robinson-experience: Of Twenty Years' Experience,: [55, 404, 142, 414]
- show-p4: The number of entries at the various exhibitions was as follows: In 1868, 172; in 1869, 278; in 1870, 231; in 1871, 272; in 1872, 368; in 1873, 335; in 1874, 504; in 1875, 630; in 1876, 717; and for the present year 863. It will thus be seen that the increase of exhibits this year over those of its predecessor almost equals the total number of exhibits of 1867. This is a fact of which those connected with the management of the society's affairs may justly feel proud.: [371, 698, 538, 782]
- onzalo-name: THE GREAT ONZALO,: [943, 1334, 1035, 1345]
- prices-line: [905, 1375, 1073, 1384]
